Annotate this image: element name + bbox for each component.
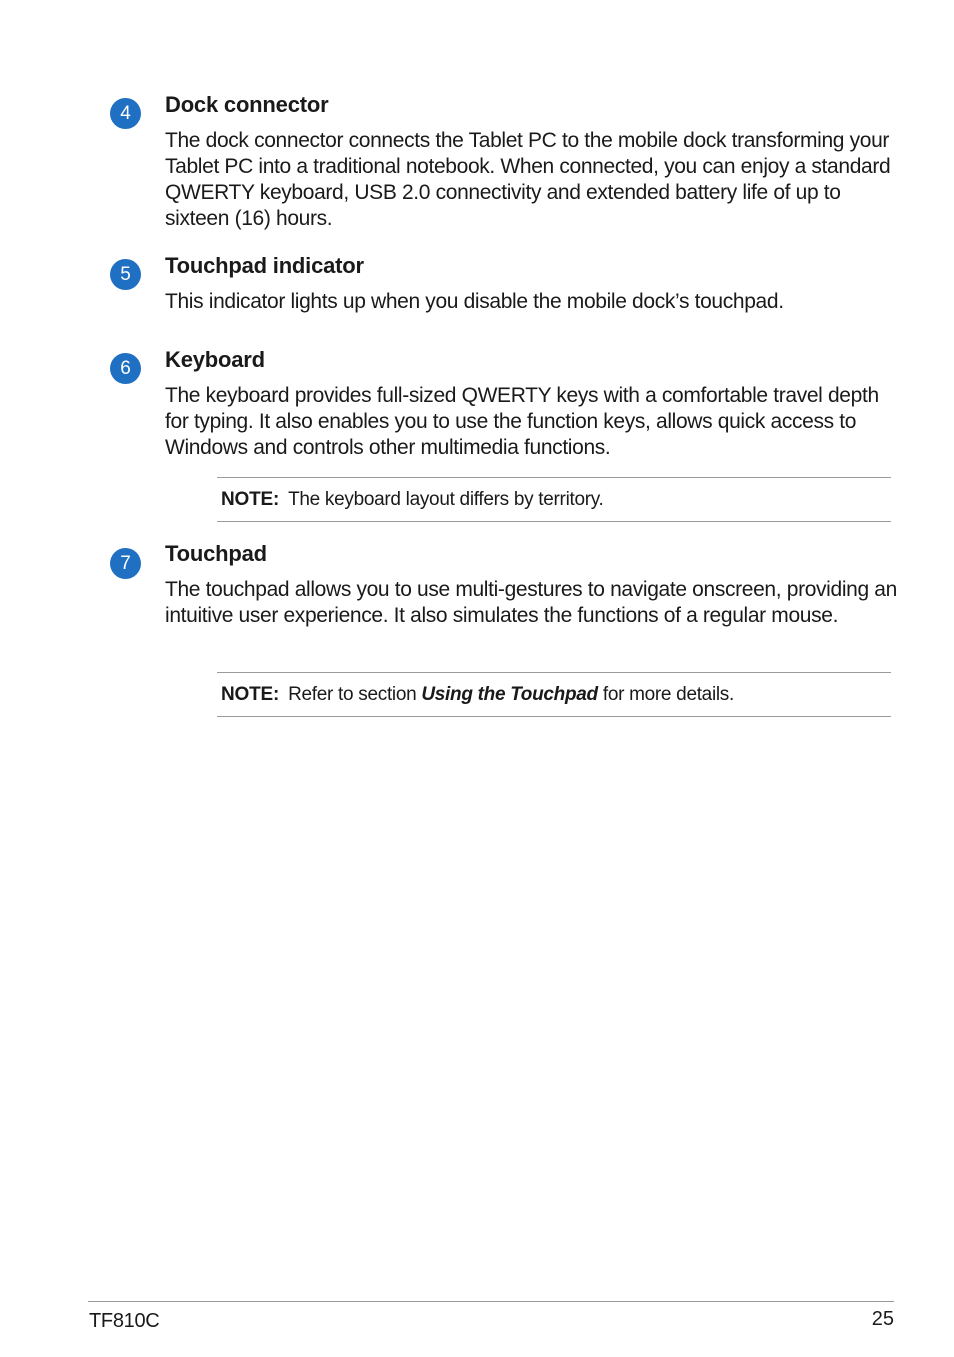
section-title: Dock connector [165, 92, 329, 117]
note-text [288, 684, 734, 706]
number-badge-6: 6 [110, 353, 141, 384]
note-text-before: Refer to section [288, 683, 422, 705]
number-badge-7: 7 [110, 548, 141, 579]
section-body: The keyboard provides full-sized QWERTY keys with a comfortable travel depth for typing. It also enables you to use the function keys, allows quick access to Windows and controls other multimedia functions. [165, 384, 879, 459]
section-link-using-the-touchpad: Using the Touchpad [421, 683, 598, 705]
note-label: NOTE: [221, 488, 280, 510]
section-touchpad-indicator [120, 253, 900, 315]
section-dock-connector [120, 92, 900, 232]
section-body: The dock connector connects the Tablet PC to the mobile dock transforming your Tablet PC into a traditional notebook. When connected, you can enjoy a standard QWERTY keyboard, USB 2.0 connectivity and extended battery life of up to sixteen (16) hours. [165, 129, 891, 230]
section-title: Touchpad indicator [165, 253, 364, 278]
note-touchpad-reference [217, 672, 891, 717]
section-body: The touchpad allows you to use multi-gestures to navigate onscreen, providing an intuitive user experience. It also simulates the functions of a regular mouse. [165, 578, 897, 627]
section-body: This indicator lights up when you disable the mobile dock’s touchpad. [165, 290, 784, 313]
section-touchpad [120, 541, 900, 629]
note-text-after: for more details. [597, 683, 734, 705]
number-badge-5: 5 [110, 259, 141, 290]
note-label: NOTE: [221, 683, 280, 705]
section-title: Touchpad [165, 541, 267, 566]
section-keyboard [120, 347, 900, 461]
footer-model: TF810C [89, 1310, 160, 1332]
number-badge-4: 4 [110, 98, 141, 129]
footer-rule [88, 1301, 894, 1302]
section-title: Keyboard [165, 347, 265, 372]
page-number: 25 [871, 1308, 894, 1330]
note-text: The keyboard layout differs by territory. [288, 488, 604, 510]
note-keyboard-layout [217, 477, 891, 522]
